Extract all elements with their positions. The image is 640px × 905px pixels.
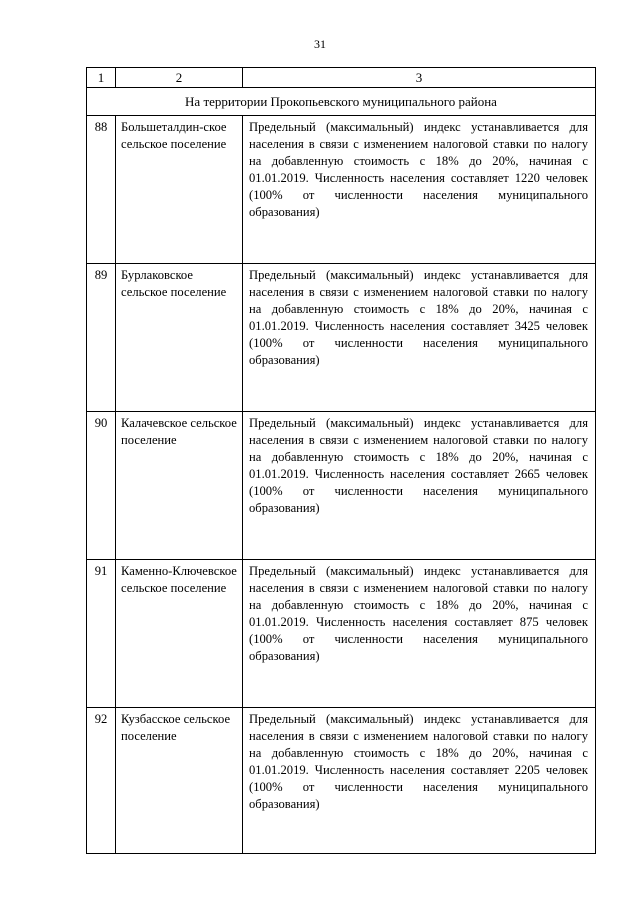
- municipality-name-text: Каменно-Ключевское сельское поселение: [121, 564, 237, 595]
- municipality-name-text: Кузбасское сельское поселение: [121, 712, 231, 743]
- municipality-name-text: Большеталдин-ское сельское поселение: [121, 120, 227, 151]
- column-header-2: 2: [116, 68, 243, 88]
- table-row: [87, 116, 596, 264]
- row-description-text: Предельный (максимальный) индекс устанавливается для населения в связи с изменением налоговой ставки по налогу на добавленную стоимость с 18% до 20%, начиная с 01.01.2019. Численность населения составляет 3425 человек (100% от численности населения муниципального образования): [249, 268, 588, 367]
- row-description: [243, 708, 596, 854]
- row-number: 88: [87, 116, 116, 264]
- row-number: 92: [87, 708, 116, 854]
- row-number: 89: [87, 264, 116, 412]
- table-row: [87, 412, 596, 560]
- row-description: [243, 412, 596, 560]
- row-description: [243, 264, 596, 412]
- row-description: [243, 560, 596, 708]
- municipality-name: [116, 708, 243, 854]
- municipality-name: [116, 264, 243, 412]
- section-title: На территории Прокопьевского муниципального района: [87, 88, 596, 116]
- municipality-name-text: Бурлаковское сельское поселение: [121, 268, 227, 299]
- row-description-text: Предельный (максимальный) индекс устанавливается для населения в связи с изменением налоговой ставки по налогу на добавленную стоимость с 18% до 20%, начиная с 01.01.2019. Численность населения составляет 875 человек (100% от численности населения муниципального образования): [249, 564, 588, 663]
- municipality-name: [116, 116, 243, 264]
- table-row: [87, 264, 596, 412]
- municipality-name-text: Калачевское сельское поселение: [121, 416, 237, 447]
- row-description: [243, 116, 596, 264]
- row-description-text: Предельный (максимальный) индекс устанавливается для населения в связи с изменением налоговой ставки по налогу на добавленную стоимость с 18% до 20%, начиная с 01.01.2019. Численность населения составляет 2665 человек (100% от численности населения муниципального образования): [249, 416, 588, 515]
- section-row: [87, 88, 596, 116]
- table-header-row: [87, 68, 596, 88]
- column-header-3: 3: [243, 68, 596, 88]
- municipality-name: [116, 560, 243, 708]
- row-description-text: Предельный (максимальный) индекс устанавливается для населения в связи с изменением налоговой ставки по налогу на добавленную стоимость с 18% до 20%, начиная с 01.01.2019. Численность населения составляет 2205 человек (100% от численности населения муниципального образования): [249, 712, 588, 811]
- row-number: 91: [87, 560, 116, 708]
- column-header-1: 1: [87, 68, 116, 88]
- table-row: [87, 560, 596, 708]
- row-number: 90: [87, 412, 116, 560]
- table-row: [87, 708, 596, 854]
- row-description-text: Предельный (максимальный) индекс устанавливается для населения в связи с изменением налоговой ставки по налогу на добавленную стоимость с 18% до 20%, начиная с 01.01.2019. Численность населения составляет 1220 человек (100% от численности населения муниципального образования): [249, 120, 588, 219]
- page-number: 31: [314, 37, 326, 51]
- tariff-table: [86, 67, 596, 854]
- municipality-name: [116, 412, 243, 560]
